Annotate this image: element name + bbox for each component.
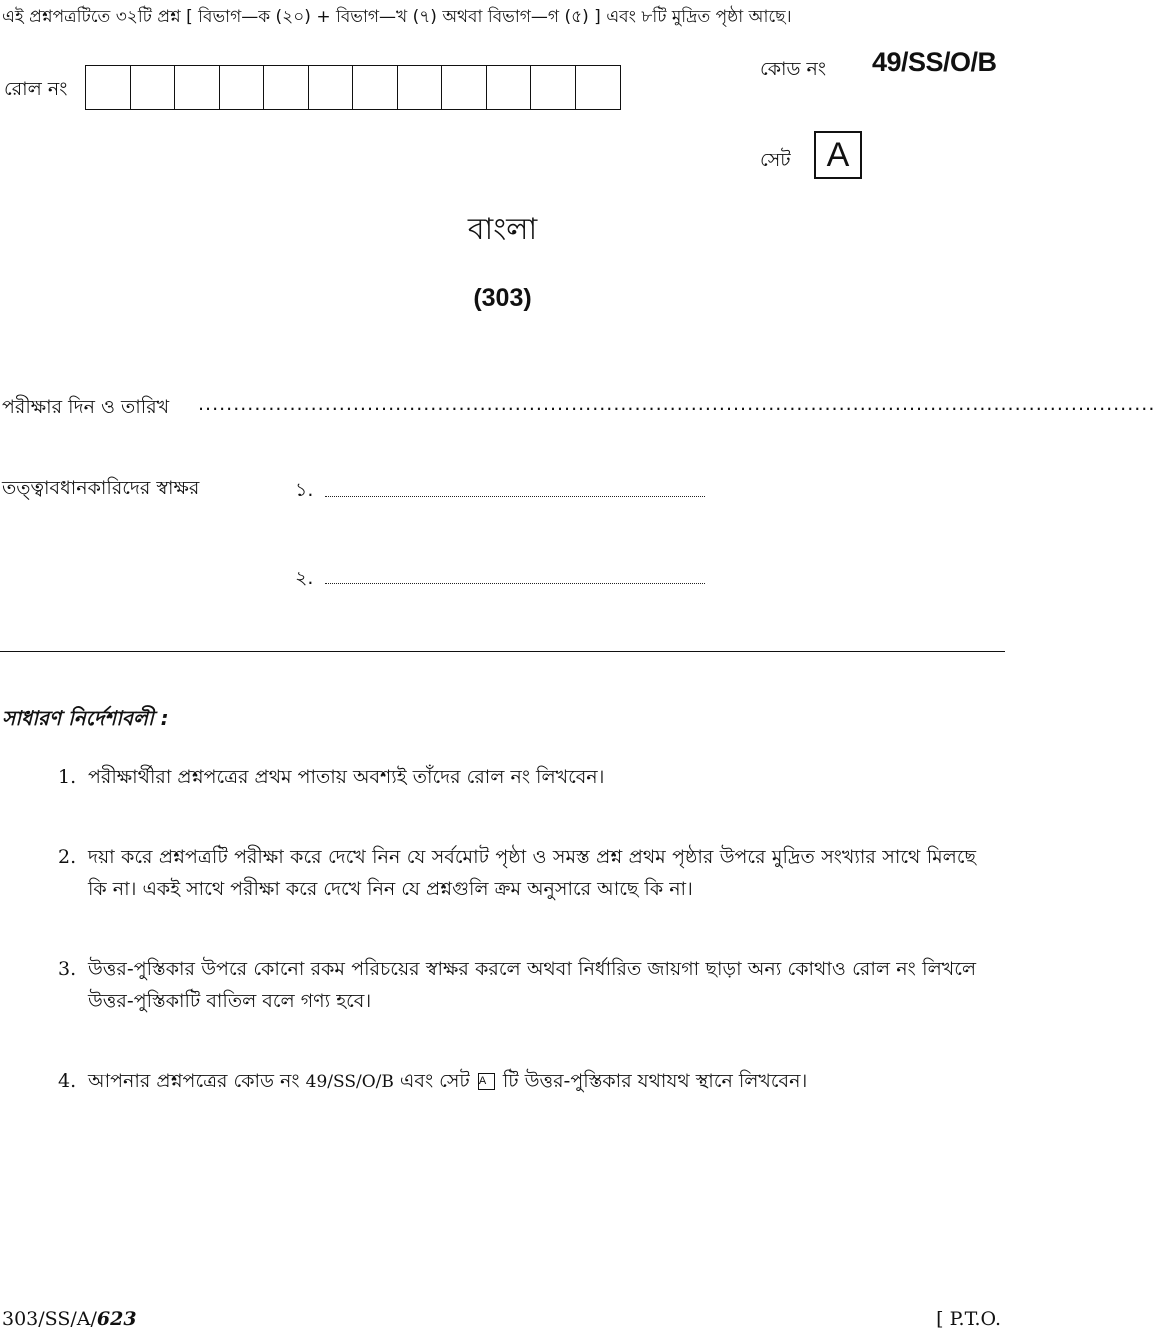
- page-count-note: এই প্রশ্নপত্রটিতে ৩২টি প্রশ্ন [ বিভাগ—ক (২০) + বিভাগ—খ (৭) অথবা বিভাগ—গ (৫) ] এবং ৮টি মুদ্রিত পৃষ্ঠা আছে।: [2, 7, 792, 27]
- roll-number-cell[interactable]: [175, 66, 220, 109]
- instruction-item: [58, 841, 976, 905]
- signature-2-field[interactable]: [325, 583, 705, 584]
- roll-number-cell[interactable]: [309, 66, 354, 109]
- instruction-number: 4.: [58, 1070, 77, 1092]
- instruction-text: পরীক্ষার্থীরা প্রশ্নপত্রের প্রথম পাতায় অবশ্যই তাঁদের রোল নং লিখবেন।: [88, 766, 605, 788]
- roll-number-cell[interactable]: [531, 66, 576, 109]
- instruction-text: [88, 1065, 976, 1098]
- roll-number-cell[interactable]: [220, 66, 265, 109]
- exam-date-field[interactable]: ........................................................................................................................................: [198, 393, 1155, 415]
- roll-number-grid[interactable]: [85, 65, 621, 110]
- roll-number-cell[interactable]: [264, 66, 309, 109]
- exam-date-label: পরীক্ষার দিন ও তারিখ: [2, 396, 170, 418]
- subject-code: (303): [473, 284, 532, 312]
- instruction-item: [58, 761, 976, 793]
- footer-code-bold: 623: [96, 1308, 137, 1330]
- roll-number-cell[interactable]: [576, 66, 621, 109]
- instruction-number: 2.: [58, 846, 77, 868]
- instruction-item: [58, 1065, 976, 1098]
- footer-code-plain: 303/SS/A/: [2, 1308, 97, 1330]
- instruction-number: 1.: [58, 766, 77, 788]
- inline-set-box: A: [478, 1073, 495, 1090]
- set-box: A: [814, 131, 862, 179]
- instruction-text-part: টি উত্তর-পুস্তিকার যথাযথ স্থানে লিখবেন।: [502, 1070, 808, 1092]
- roll-number-label: রোল নং: [4, 78, 68, 100]
- code-number-label: কোড নং: [760, 58, 827, 80]
- general-instructions-heading: সাধারণ নির্দেশাবলী :: [2, 706, 169, 730]
- roll-number-cell[interactable]: [86, 66, 131, 109]
- roll-number-cell[interactable]: [131, 66, 176, 109]
- footer-paper-code: [2, 1308, 137, 1330]
- instruction-text: উত্তর-পুস্তিকার উপরে কোনো রকম পরিচয়ের স্বাক্ষর করলে অথবা নির্ধারিত জায়গা ছাড়া অন্য কোথাও রোল নং লিখলে উত্তর-পুস্তিকাটি বাতিল বলে গণ্য হবে।: [88, 958, 976, 1012]
- roll-number-cell[interactable]: [398, 66, 443, 109]
- set-label: সেট: [760, 149, 791, 171]
- instruction-text: দয়া করে প্রশ্নপত্রটি পরীক্ষা করে দেখে নিন যে সর্বমোট পৃষ্ঠা ও সমস্ত প্রশ্ন প্রথম পৃষ্ঠার উপরে মুদ্রিত সংখ্যার সাথে মিলছে কি না। একই সাথে পরীক্ষা করে দেখে নিন যে প্রশ্নগুলি ক্রম অনুসারে আছে কি না।: [88, 846, 976, 900]
- instruction-text-part: এবং সেট: [399, 1070, 470, 1092]
- subject-title: বাংলা: [467, 212, 538, 247]
- invigilator-signature-label: তত্ত্বাবধানকারিদের স্বাক্ষর: [2, 477, 200, 499]
- signature-1-number: ১.: [295, 479, 314, 501]
- inline-code-number: 49/SS/O/B: [305, 1072, 394, 1092]
- instruction-item: [58, 953, 976, 1017]
- roll-number-cell[interactable]: [442, 66, 487, 109]
- roll-number-cell[interactable]: [487, 66, 532, 109]
- signature-2-number: ২.: [295, 567, 314, 589]
- section-divider: [0, 651, 1005, 652]
- instruction-number: 3.: [58, 958, 77, 980]
- roll-number-cell[interactable]: [353, 66, 398, 109]
- signature-1-field[interactable]: [325, 496, 705, 497]
- instruction-text-part: আপনার প্রশ্নপত্রের কোড নং: [88, 1070, 300, 1092]
- footer-pto: [ P.T.O.: [936, 1308, 1001, 1330]
- code-number-value: 49/SS/O/B: [872, 47, 997, 77]
